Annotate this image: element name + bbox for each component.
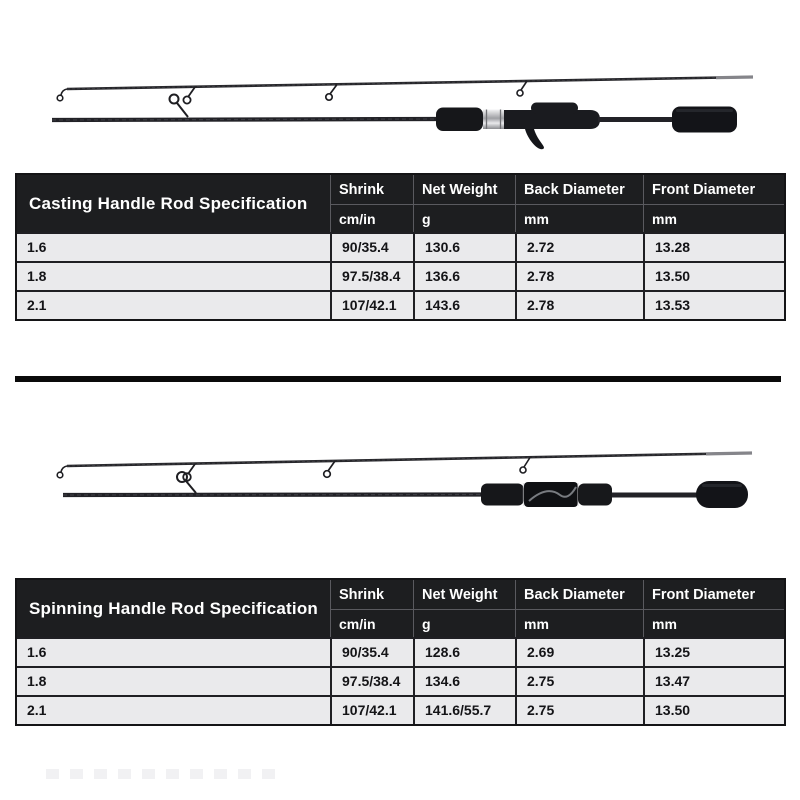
line-guide-icon: [520, 458, 530, 474]
net-weight-cell: 143.6: [413, 292, 515, 319]
table-title: Spinning Handle Rod Specification: [29, 598, 319, 618]
length-cell: 1.6: [27, 644, 47, 660]
net-weight-cell: 136.6: [413, 263, 515, 290]
eva-foregrip: [481, 484, 524, 506]
front-diameter-cell: 13.53: [643, 292, 784, 319]
length-cell: 2.1: [27, 297, 47, 313]
column-shrink: Shrink cm/in: [330, 175, 413, 232]
column-net-weight: Net Weight g: [413, 580, 515, 637]
casting-reel-seat: [504, 103, 600, 150]
table-row: [17, 637, 784, 666]
shrink-cell: 97.5/38.4: [330, 668, 413, 695]
net-weight-cell: 128.6: [413, 639, 515, 666]
back-diameter-cell: 2.72: [515, 234, 643, 261]
back-diameter-cell: 2.69: [515, 639, 643, 666]
shrink-cell: 90/35.4: [330, 234, 413, 261]
table-row: [17, 290, 784, 319]
front-diameter-cell: 13.50: [643, 697, 784, 724]
back-diameter-cell: 2.75: [515, 697, 643, 724]
back-diameter-cell: 2.78: [515, 292, 643, 319]
column-front-diameter: Front Diameter mm: [643, 580, 784, 637]
table-row: [17, 261, 784, 290]
spinning-spec-table: [15, 578, 786, 726]
casting-rod-image: [0, 50, 800, 165]
back-diameter-cell: 2.78: [515, 263, 643, 290]
section-divider: [15, 376, 781, 382]
spinning-rod-image: [0, 425, 800, 540]
length-cell: 1.8: [27, 268, 47, 284]
column-front-diameter: Front Diameter mm: [643, 175, 784, 232]
tip-top-guide-icon: [57, 89, 67, 101]
shrink-cell: 107/42.1: [330, 697, 413, 724]
shrink-cell: 90/35.4: [330, 639, 413, 666]
rod-tip-section: [57, 77, 753, 104]
table-title: Casting Handle Rod Specification: [29, 193, 308, 213]
net-weight-cell: 130.6: [413, 234, 515, 261]
eva-rear-grip: [578, 484, 612, 506]
shrink-cell: 97.5/38.4: [330, 263, 413, 290]
line-guide-icon: [326, 85, 337, 101]
net-weight-cell: 141.6/55.7: [413, 697, 515, 724]
eva-foregrip: [436, 108, 483, 132]
ferrule-end: [716, 77, 753, 78]
stripper-guide-icon: [177, 472, 196, 493]
table-header: [17, 580, 784, 637]
front-diameter-cell: 13.47: [643, 668, 784, 695]
front-diameter-cell: 13.25: [643, 639, 784, 666]
rod-butt-section: [63, 472, 748, 508]
spinning-reel-seat: [524, 482, 578, 507]
front-diameter-cell: 13.28: [643, 234, 784, 261]
column-shrink: Shrink cm/in: [330, 580, 413, 637]
line-guide-icon: [324, 461, 335, 477]
tip-top-guide-icon: [57, 466, 67, 478]
front-diameter-cell: 13.50: [643, 263, 784, 290]
length-cell: 2.1: [27, 702, 47, 718]
casting-spec-table: [15, 173, 786, 321]
table-row: [17, 695, 784, 724]
column-back-diameter: Back Diameter mm: [515, 580, 643, 637]
shrink-cell: 107/42.1: [330, 292, 413, 319]
length-cell: 1.6: [27, 239, 47, 255]
rod-tip-section: [57, 453, 752, 481]
table-header: [17, 175, 784, 232]
table-row: [17, 666, 784, 695]
column-back-diameter: Back Diameter mm: [515, 175, 643, 232]
length-cell: 1.8: [27, 673, 47, 689]
line-guide-icon: [183, 87, 195, 104]
rod-butt-section: [52, 95, 737, 150]
trigger-grip: [525, 129, 544, 149]
table-row: [17, 232, 784, 261]
back-diameter-cell: 2.75: [515, 668, 643, 695]
column-net-weight: Net Weight g: [413, 175, 515, 232]
net-weight-cell: 134.6: [413, 668, 515, 695]
ferrule-end: [706, 453, 752, 454]
line-guide-icon: [517, 81, 527, 96]
faint-watermark-squares: [46, 769, 275, 779]
